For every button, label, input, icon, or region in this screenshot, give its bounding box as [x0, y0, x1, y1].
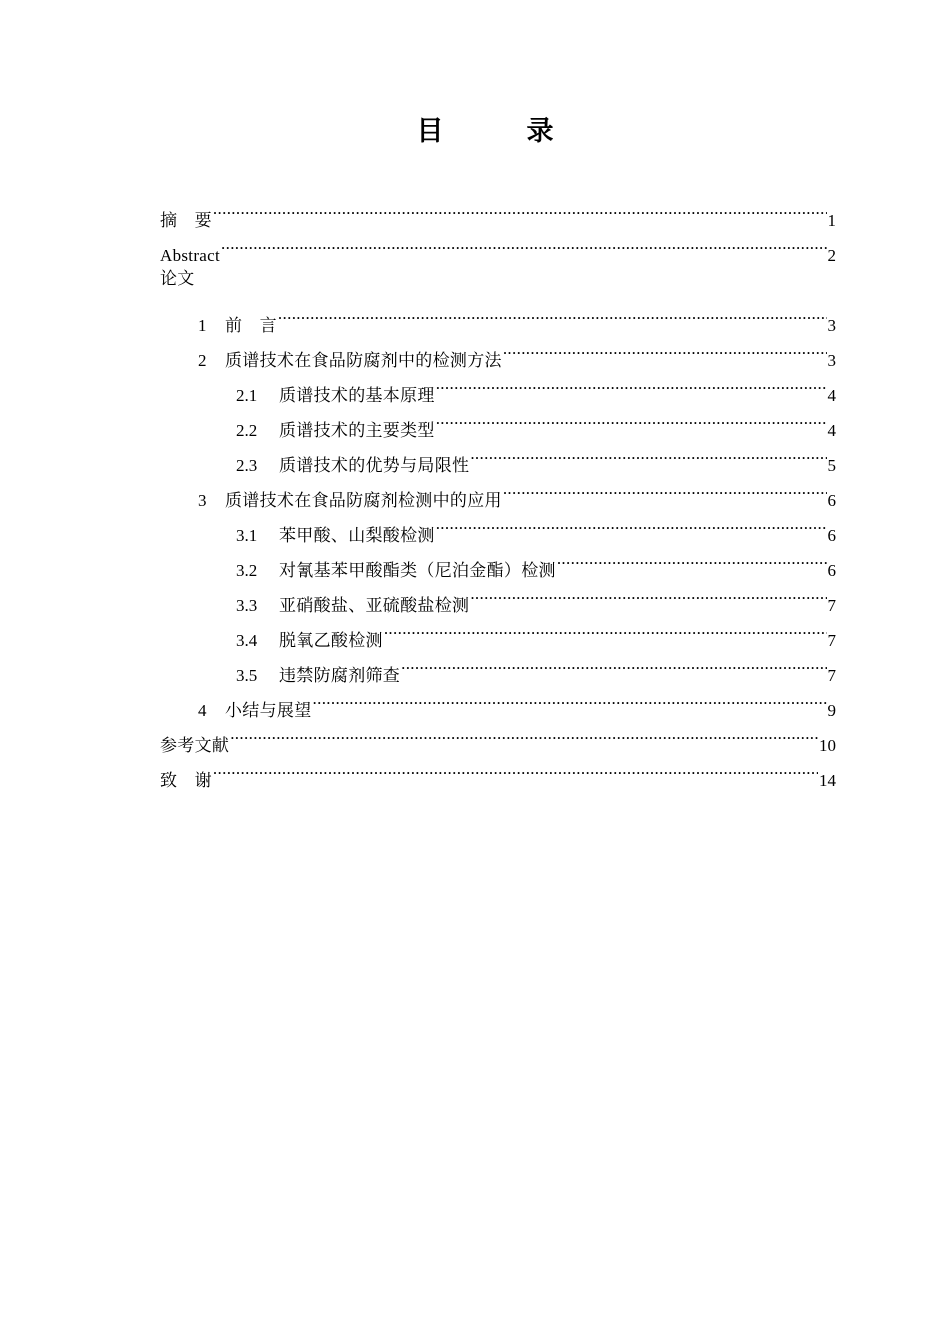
toc-entry-page-number: 6 [827, 491, 836, 510]
toc-entry-label: 致 谢 [160, 771, 212, 790]
toc-entry-number: 3 [198, 491, 207, 510]
toc-entry-number: 2.2 [236, 421, 258, 440]
toc-entry-number: 3.1 [236, 526, 258, 545]
toc-dot-leader [221, 226, 827, 261]
toc-entry-page-number: 1 [827, 211, 836, 230]
toc-entry-label: 摘 要 [160, 211, 212, 230]
toc-entry-page-number: 14 [819, 771, 836, 790]
toc-entry[interactable] [160, 296, 836, 335]
toc-entry-page-number: 3 [827, 316, 836, 335]
toc-entry-label: 前 言 [225, 316, 277, 335]
toc-entry-number: 2 [198, 351, 207, 370]
toc-dot-leader [213, 751, 818, 786]
toc-entry[interactable] [160, 716, 836, 755]
toc-entry-page-number: 7 [827, 596, 836, 615]
toc-dot-leader [401, 646, 826, 681]
toc-entry-page-number: 4 [827, 421, 836, 440]
toc-dot-leader [470, 436, 826, 471]
toc-dot-leader [230, 716, 818, 751]
toc-entry[interactable] [160, 226, 836, 265]
toc-entry-page-number: 4 [827, 386, 836, 405]
table-of-contents [160, 191, 836, 790]
toc-entry-page-number: 2 [827, 246, 836, 265]
toc-entry-page-number: 6 [827, 526, 836, 545]
toc-entry[interactable] [160, 261, 836, 296]
toc-entry-number: 3.5 [236, 666, 258, 685]
toc-dot-leader [278, 296, 827, 331]
toc-entry-page-number: 9 [827, 701, 836, 720]
toc-entry-number: 2.1 [236, 386, 258, 405]
toc-entry-number: 4 [198, 701, 207, 720]
toc-entry-page-number: 6 [827, 561, 836, 580]
toc-dot-leader [557, 541, 827, 576]
toc-entry-label: Abstract [160, 246, 220, 265]
toc-entry-page-number: 5 [827, 456, 836, 475]
toc-entry-number: 1 [198, 316, 207, 335]
toc-entry-label: 苯甲酸、山梨酸检测 [279, 526, 435, 545]
toc-dot-leader [436, 366, 827, 401]
toc-entry-label: 质谱技术在食品防腐剂检测中的应用 [225, 491, 502, 510]
toc-entry[interactable] [160, 191, 836, 230]
toc-entry-label: 对氰基苯甲酸酯类（尼泊金酯）检测 [279, 561, 556, 580]
toc-entry-label: 违禁防腐剂筛查 [279, 666, 401, 685]
toc-entry-label: 小结与展望 [225, 701, 312, 720]
toc-entry[interactable] [160, 751, 836, 790]
toc-entry-number: 3.2 [236, 561, 258, 580]
toc-dot-leader [384, 611, 827, 646]
toc-title: 目 录 [416, 116, 582, 147]
toc-entry-label: 质谱技术在食品防腐剂中的检测方法 [225, 351, 502, 370]
toc-entry-label: 参考文献 [160, 736, 230, 755]
toc-entry-number: 2.3 [236, 456, 258, 475]
toc-entry-label: 质谱技术的优势与局限性 [279, 456, 470, 475]
toc-dot-leader [213, 191, 827, 226]
toc-dot-leader [436, 401, 827, 436]
toc-entry-page-number: 7 [827, 666, 836, 685]
toc-entry-page-number: 3 [827, 351, 836, 370]
toc-dot-leader [503, 331, 827, 366]
toc-entry-page-number: 10 [819, 736, 836, 755]
toc-dot-leader [313, 681, 827, 716]
toc-entry-label: 质谱技术的主要类型 [279, 421, 435, 440]
toc-entry-label: 质谱技术的基本原理 [279, 386, 435, 405]
toc-entry-label: 论文 [160, 269, 195, 288]
toc-entry-number: 3.4 [236, 631, 258, 650]
toc-entry-label: 脱氧乙酸检测 [279, 631, 383, 650]
toc-dot-leader [470, 576, 826, 611]
toc-entry-label: 亚硝酸盐、亚硫酸盐检测 [279, 596, 470, 615]
toc-entry-number: 3.3 [236, 596, 258, 615]
toc-dot-leader [503, 471, 827, 506]
toc-entry-page-number: 7 [827, 631, 836, 650]
toc-dot-leader [436, 506, 827, 541]
